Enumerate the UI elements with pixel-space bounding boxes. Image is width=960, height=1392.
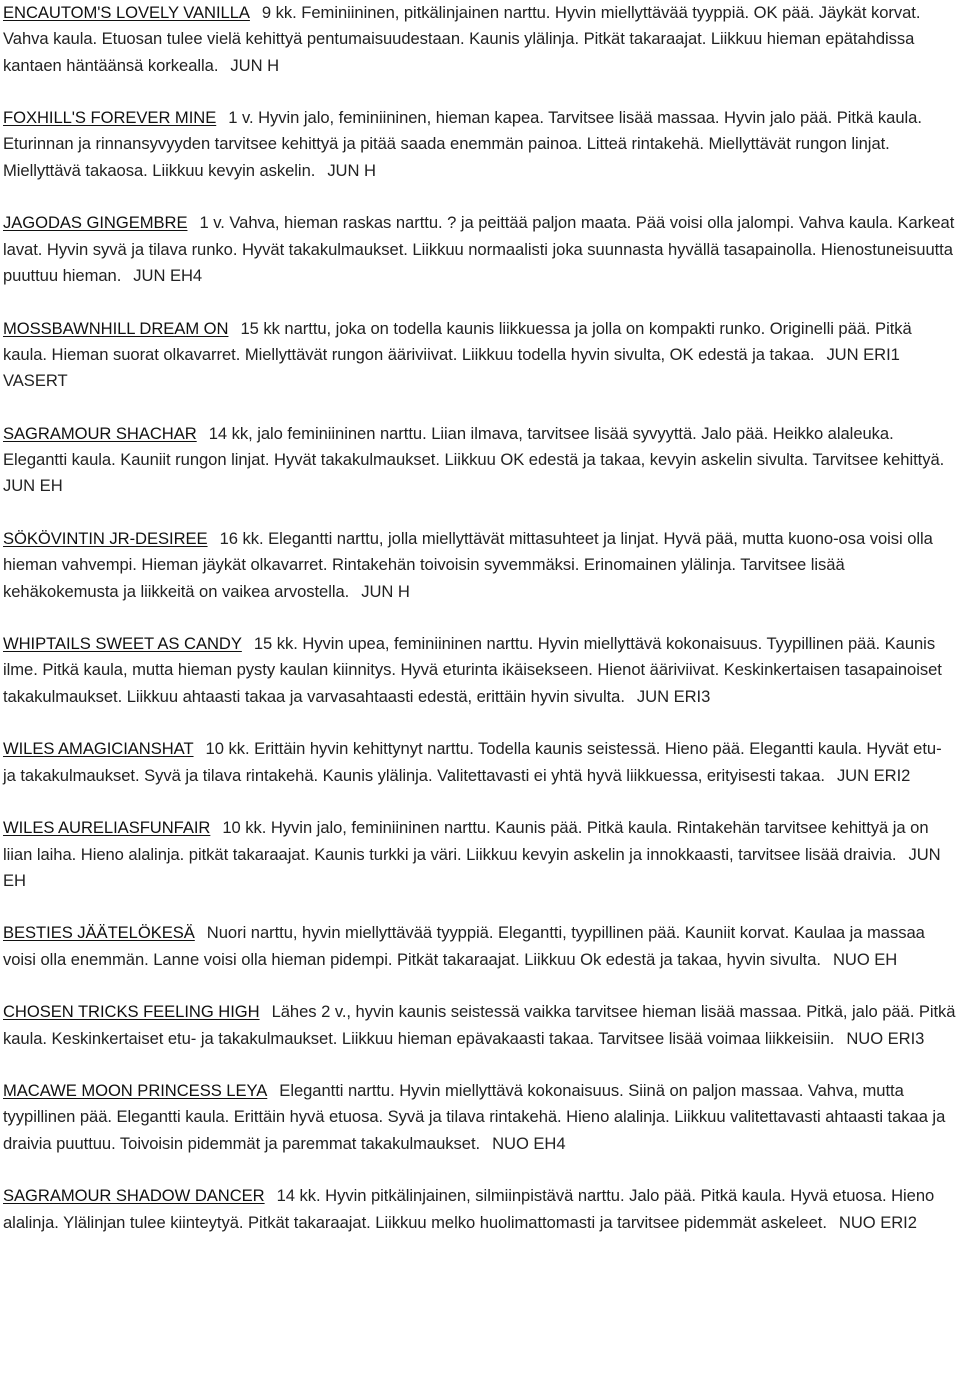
critique-text: 15 kk narttu, joka on todella kaunis liikkuessa ja jolla on kompakti runko. Originelli pää. Pitkä kaula. Hieman suorat olkavarret. Miellyttävät rungon ääriviivat. Liikkuu todella hyvin sivulta, OK edestä ja takaa. — [3, 318, 912, 364]
dog-name: SAGRAMOUR SHADOW DANCER — [3, 1186, 265, 1206]
dog-name: CHOSEN TRICKS FEELING HIGH — [3, 1002, 260, 1022]
critique-text: 9 kk. Feminiininen, pitkälinjainen narttu. Hyvin miellyttävää tyyppiä. OK pää. Jäykät korvat. Vahva kaula. Etuosan tulee vielä kehittyä pentumaisuudestaan. Kaunis ylälinja. Pitkät takaraajat. Liikkuu hieman epätahdissa kantaen häntäänsä korkealla. — [3, 3, 921, 75]
result: JUN H — [361, 581, 410, 601]
dog-name: WHIPTAILS SWEET AS CANDY — [3, 634, 242, 654]
result: NUO EH — [832, 949, 898, 969]
result: JUN H — [230, 55, 280, 75]
critique-text: 10 kk. Erittäin hyvin kehittynyt narttu. Todella kaunis seistessä. Hieno pää. Elegantti kaula. Hyvät etu- ja takakulmaukset. Syvä ja tilava rintakehä. Kaunis ylälinja. Valitettavasti ei yhtä hyvä liikkuessa, erityisesti takaa. — [3, 739, 942, 785]
entry-mossbawnhill-dream-on — [3, 316, 957, 395]
dog-name: WILES AURELIASFUNFAIR — [3, 818, 211, 838]
dog-name: MOSSBAWNHILL DREAM ON — [3, 318, 229, 338]
dog-name: ENCAUTOM'S LOVELY VANILLA — [3, 3, 250, 22]
critique-text: 10 kk. Hyvin jalo, feminiininen narttu. Kaunis pää. Pitkä kaula. Rintakehän tarvitsee kehittyä ja on liian laiha. Hieno alalinja. pitkät takaraajat. Kaunis turkki ja väri. Liikkuu kevyin askelin ja innokkaasti, tarvitsee lisää draivia. — [3, 818, 929, 864]
entry-foxhills-forever-mine — [3, 105, 957, 184]
dog-name: SAGRAMOUR SHACHAR — [3, 423, 197, 443]
entry-sagramour-shachar — [3, 421, 957, 500]
result: JUN ERI1 VASERT — [3, 344, 900, 391]
critique-document — [3, 0, 957, 1236]
critique-text: 15 kk. Hyvin upea, feminiininen narttu. Hyvin miellyttävä kokonaisuus. Tyypillinen pää. Kaunis ilme. Pitkä kaula, mutta hieman pysty kaulan kiinnitys. Hyvä eturinta ikäisekseen. Hienot ääriviivat. Keskinkertaisen tasapainoiset takakulmaukset. Liikkuu ahtaasti takaa ja varvasahtaasti edestä, erittäin hyvin sivulta. — [3, 634, 942, 706]
dog-name: FOXHILL'S FOREVER MINE — [3, 108, 217, 128]
entry-sokovintin-jr-desiree — [3, 526, 957, 605]
result: JUN ERI3 — [636, 686, 711, 706]
critique-text: 1 v. Hyvin jalo, feminiininen, hieman kapea. Tarvitsee lisää massaa. Hyvin jalo pää. Pitkä kaula. Eturinnan ja rinnansyvyyden tarvitsee kehittyä ja pitää saada enemmän painoa. Litteä rintakehä. Miellyttävät rungon linjat. Miellyttävä takaosa. Liikkuu kevyin askelin. — [3, 108, 922, 180]
critique-text: Elegantti narttu. Hyvin miellyttävä kokonaisuus. Siinä on paljon massaa. Vahva, mutta tyypillinen pää. Elegantti kaula. Erittäin hyvä etuosa. Syvä ja tilava rintakehä. Hieno alalinja. Liikkuu valitettavasti ahtaasti takaa ja draivia puuttuu. Toivoisin pidemmät ja paremmat takakulmaukset. — [3, 1081, 946, 1153]
entry-sagramour-shadow-dancer — [3, 1183, 957, 1236]
dog-name: WILES AMAGICIANSHAT — [3, 739, 194, 759]
entry-besties-jaatelokesa — [3, 920, 957, 973]
critique-text: 16 kk. Elegantti narttu, jolla miellyttävät mittasuhteet ja linjat. Hyvä pää, mutta kuono-osa voisi olla hieman vahvempi. Hieman jäykät olkavarret. Rintakehän toivoisin syvemmäksi. Erinomainen ylälinja. Tarvitsee lisää kehäkokemusta ja liikkeitä on vaikea arvostella. — [3, 528, 933, 601]
entry-macawe-moon-princess-leya — [3, 1078, 957, 1157]
entry-wiles-aureliasfunfair — [3, 815, 957, 894]
result: JUN EH — [3, 476, 63, 496]
result: JUN EH — [3, 844, 941, 890]
entry-jagodas-gingembre — [3, 210, 957, 289]
entry-wiles-amagicianshat — [3, 736, 957, 789]
dog-name: MACAWE MOON PRINCESS LEYA — [3, 1081, 268, 1101]
critique-text: Lähes 2 v., hyvin kaunis seistessä vaikka tarvitsee hieman lisää massaa. Pitkä, jalo pää. Pitkä kaula. Keskinkertaiset etu- ja takakulmaukset. Liikkuu hieman epävakaasti takaa. Tarvitsee lisää voimaa liikkeisiin. — [3, 1002, 956, 1048]
dog-name: JAGODAS GINGEMBRE — [3, 213, 188, 233]
dog-name: BESTIES JÄÄTELÖKESÄ — [3, 923, 195, 943]
entry-encautoms-lovely-vanilla — [3, 0, 957, 79]
result: JUN EH4 — [133, 265, 203, 285]
critique-text: 1 v. Vahva, hieman raskas narttu. ? ja peittää paljon maata. Pää voisi olla jalompi. Vahva kaula. Karkeat lavat. Hyvin syvä ja tilava runko. Hyvät takakulmaukset. Liikkuu normaalisti joka suunnasta hyvällä tasapainolla. Hienostuneisuutta puuttuu hieman. — [3, 213, 955, 285]
entry-whiptails-sweet-as-candy — [3, 631, 957, 710]
result: NUO ERI3 — [846, 1028, 925, 1048]
entry-chosen-tricks-feeling-high — [3, 999, 957, 1052]
critique-text: Nuori narttu, hyvin miellyttävää tyyppiä. Elegantti, tyypillinen pää. Kauniit korvat. Kaulaa ja massaa voisi olla enemmän. Lanne voisi olla hieman pidempi. Pitkät takaraajat. Liikkuu Ok edestä ja takaa, hyvin sivulta. — [3, 923, 925, 969]
result: NUO ERI2 — [838, 1212, 917, 1232]
critique-text: 14 kk. Hyvin pitkälinjainen, silmiinpistävä narttu. Jalo pää. Pitkä kaula. Hyvä etuosa. Hieno alalinja. Ylälinjan tulee kiinteytyä. Pitkät takaraajat. Liikkuu melko huolimattomasti ja tarvitsee pidemmät askeleet. — [3, 1186, 935, 1232]
result: JUN H — [327, 160, 376, 180]
critique-text: 14 kk, jalo feminiininen narttu. Liian ilmava, tarvitsee lisää syvyyttä. Jalo pää. Heikko alaleuka. Elegantti kaula. Kauniit rungon linjat. Hyvät takakulmaukset. Liikkuu OK edestä ja takaa, kevyin askelin sivulta. Tarvitsee kehittyä. — [3, 423, 945, 470]
result: NUO EH4 — [492, 1133, 566, 1153]
result: JUN ERI2 — [836, 765, 911, 785]
dog-name: SÖKÖVINTIN JR-DESIREE — [3, 528, 208, 548]
